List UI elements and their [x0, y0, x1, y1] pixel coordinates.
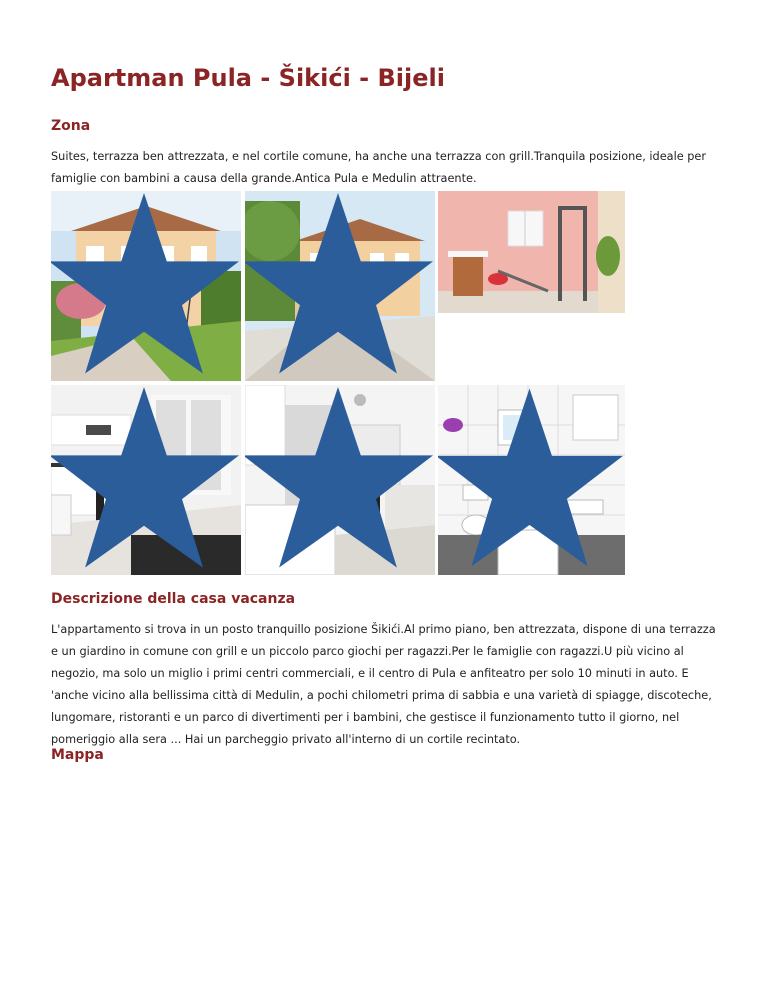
page-title: Apartman Pula - Šikići - Bijeli	[51, 64, 445, 92]
zona-heading: Zona	[51, 118, 91, 134]
zona-text: Suites, terrazza ben attrezzata, e nel cortile comune, ha anche una terrazza con grill.Tranquila posizione, ideale per famiglie con bambini a causa della grande.Antica Pula e Medulin attraente.	[51, 150, 707, 185]
favorite-star-icon[interactable]	[438, 387, 623, 575]
mappa-heading: Mappa	[51, 747, 104, 763]
fitness-room-photo[interactable]	[438, 191, 625, 313]
dining-living-photo[interactable]	[245, 385, 435, 575]
kitchen-dining-photo[interactable]	[51, 385, 241, 575]
fitness-room-image	[438, 191, 625, 313]
descrizione-heading: Descrizione della casa vacanza	[51, 591, 296, 607]
favorite-star-icon[interactable]	[245, 193, 433, 381]
favorite-star-icon[interactable]	[51, 193, 239, 381]
bathroom-photo[interactable]	[438, 385, 625, 575]
house-garden-photo[interactable]	[51, 191, 241, 381]
house-driveway-photo[interactable]	[245, 191, 435, 381]
descrizione-text: L'appartamento si trova in un posto tranquillo posizione Šikići.Al primo piano, ben attrezzata, dispone di una terrazza e un giardino in comune con grill e un piccolo parco giochi per ragazzi.Per le famiglie con ragazzi.U più vicino al negozio, ma solo un miglio i primi centri commerciali, e il centro di Pula e anfiteatro per solo 10 minuti in auto. E 'anche vicino alla bellissima città di Medulin, a pochi chilometri prima di sabbia e una varietà di spiagge, discoteche, lungomare, ristoranti e un parco di divertimenti per i bambini, che gestisce il funzionamento tutto il giorno, nel pomeriggio alla sera ... Hai un parcheggio privato all'interno di un cortile recintato.	[51, 623, 716, 746]
map-area[interactable]	[51, 775, 721, 975]
photo-gallery	[51, 191, 631, 575]
favorite-star-icon[interactable]	[245, 387, 433, 575]
favorite-star-icon[interactable]	[51, 387, 239, 575]
